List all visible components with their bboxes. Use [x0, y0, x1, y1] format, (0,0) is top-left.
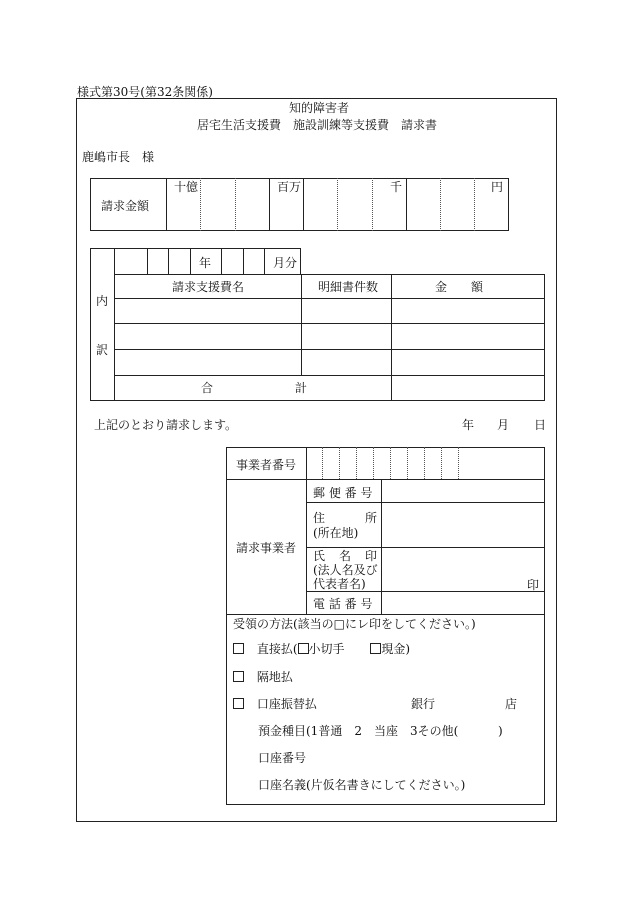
provider-number-label: 事業者番号: [236, 458, 297, 472]
amount-unit-billion: 十億: [174, 180, 199, 194]
address-label-a: 住: [313, 511, 326, 525]
date-day: 日: [534, 418, 547, 432]
payment-direct-label: 直接払(: [256, 642, 298, 656]
name-seal: 印: [527, 578, 540, 592]
date-month: 月: [497, 418, 510, 432]
postal-label: 郵 便 番 号: [313, 486, 373, 500]
title-line1: 知的障害者: [289, 101, 350, 115]
payment-bank: 銀行: [411, 697, 436, 711]
amount-unit-thousand: 千: [390, 180, 403, 194]
payment-transfer-row: [233, 697, 317, 711]
breakdown-total-2: 計: [295, 381, 308, 395]
breakdown-side-bottom: 訳: [96, 343, 109, 357]
name-label-c: 印: [365, 549, 378, 563]
payment-account-type-close: ): [498, 724, 503, 738]
cash-checkbox[interactable]: [370, 643, 381, 654]
payment-transfer-label: 口座振替払: [256, 697, 317, 711]
payment-cash-label: 現金): [381, 642, 411, 656]
date-year: 年: [462, 418, 475, 432]
payment-account-name: 口座名義(片仮名書きにしてください。): [258, 778, 466, 792]
amount-unit-yen: 円: [491, 180, 504, 194]
breakdown-header-name: 請求支援費名: [172, 280, 245, 294]
breakdown-total-1: 合: [201, 381, 214, 395]
payment-branch: 店: [505, 697, 518, 711]
payment-remote-row: [233, 670, 293, 684]
title-line2: 居宅生活支援費 施設訓練等支援費 請求書: [197, 118, 438, 132]
payment-account-number: 口座番号: [258, 751, 307, 765]
addressee: 鹿嶋市長 様: [82, 150, 155, 164]
direct-checkbox[interactable]: [233, 643, 244, 654]
breakdown-year-label: 年: [199, 256, 212, 270]
check-checkbox[interactable]: [298, 643, 309, 654]
name-sub2: 代表者名): [313, 577, 366, 591]
remote-checkbox[interactable]: [233, 671, 244, 682]
phone-label: 電 話 番 号: [313, 597, 373, 611]
payment-method-label: 受領の方法(該当の□にレ印をしてください。): [233, 617, 476, 631]
name-sub1: (法人名及び: [313, 563, 378, 577]
breakdown-side-top: 内: [96, 294, 109, 308]
address-sub: (所在地): [313, 526, 359, 540]
transfer-checkbox[interactable]: [233, 698, 244, 709]
address-label-b: 所: [365, 511, 378, 525]
payment-remote-label: 隔地払: [256, 670, 293, 684]
payment-account-type: 預金種目(1普通 2 当座 3その他(: [258, 724, 459, 738]
name-label-a: 氏: [313, 549, 326, 563]
statement: 上記のとおり請求します。: [94, 418, 238, 432]
breakdown-header-count: 明細書件数: [318, 280, 379, 294]
form-number: 様式第30号(第32条関係): [77, 85, 213, 99]
breakdown-month-label: 月分: [273, 256, 298, 270]
amount-unit-million: 百万: [277, 180, 302, 194]
amount-label: 請求金額: [101, 199, 150, 213]
breakdown-header-amount: 金 額: [435, 280, 484, 294]
payment-check-label: 小切手: [308, 642, 345, 656]
payment-direct-row: [233, 642, 410, 656]
provider-claimant-label: 請求事業者: [236, 541, 297, 555]
name-label-b: 名: [339, 549, 352, 563]
